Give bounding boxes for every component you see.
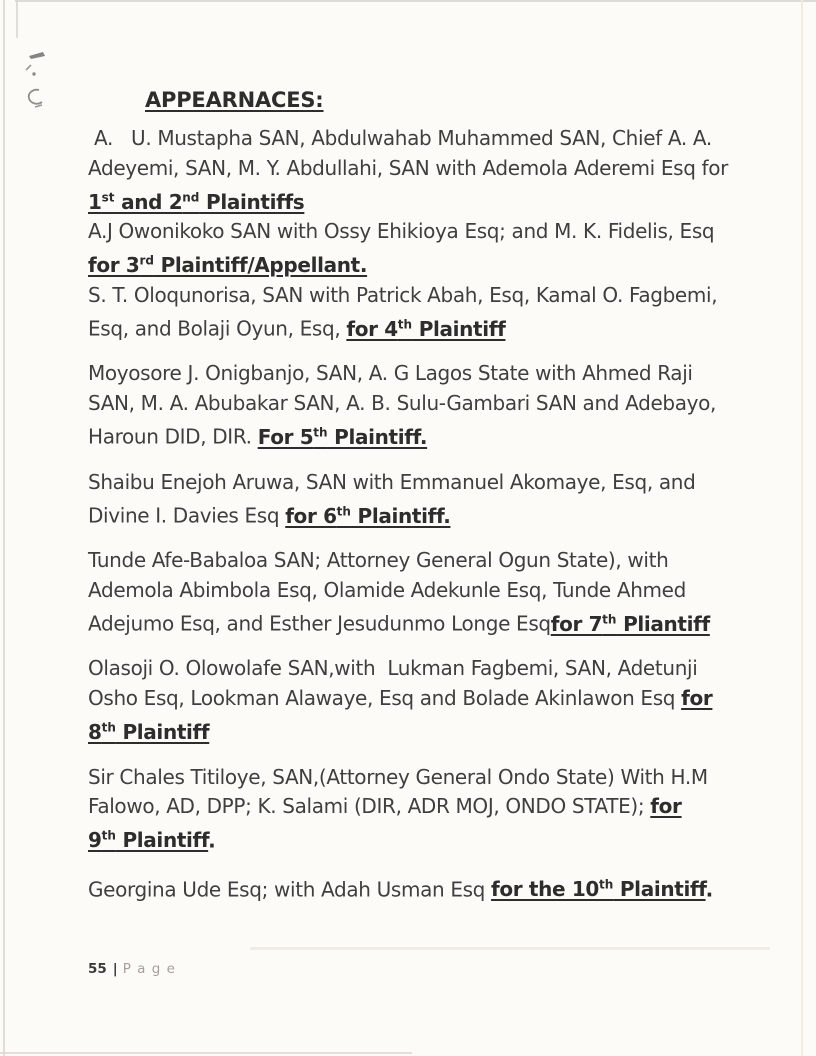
text-line: Georgina Ude Esq; with Adah Usman Esq for the 10th Plaintiff. xyxy=(88,877,713,902)
page-title: APPEARNACES: xyxy=(145,88,324,112)
entry-plaintiff-7 xyxy=(88,546,736,639)
entry-plaintiff-8 xyxy=(88,654,736,747)
text-line: S. T. Oloqunorisa, SAN with Patrick Abah, Esq, Kamal O. Fagbemi, xyxy=(88,282,718,307)
text-line: Tunde Afe-Babaloa SAN; Attorney General Ogun State), with xyxy=(88,548,669,573)
text-line: Shaibu Enejoh Aruwa, SAN with Emmanuel Akomaye, Esq, and xyxy=(88,469,696,494)
ink-marks xyxy=(22,48,54,110)
entry-plaintiff-5 xyxy=(88,359,736,452)
entry-plaintiff-9 xyxy=(88,763,736,856)
scan-edge-corner xyxy=(16,0,18,38)
text-line: 8th Plaintiff xyxy=(88,720,210,745)
scan-edge-left xyxy=(3,0,5,1056)
text-line: Esq, and Bolaji Oyun, Esq, for 4th Plaintiff xyxy=(88,316,506,341)
page-number: 55 xyxy=(88,961,107,977)
text-line: Ademola Abimbola Esq, Olamide Adekunle Esq, Tunde Ahmed xyxy=(88,577,686,602)
text-line: Adeyemi, SAN, M. Y. Abdullahi, SAN with Ademola Aderemi Esq for xyxy=(88,155,729,180)
document-body xyxy=(88,88,736,905)
entry-plaintiffs-1-2 xyxy=(88,124,736,217)
text-line: Moyosore J. Onigbanjo, SAN, A. G Lagos State with Ahmed Raji xyxy=(88,361,693,386)
scan-edge-bottom xyxy=(0,1052,412,1054)
entry-plaintiff-4 xyxy=(88,281,736,345)
page-footer xyxy=(88,961,176,977)
scan-streak xyxy=(250,947,770,950)
text-line: Falowo, AD, DPP; K. Salami (DIR, ADR MOJ, ONDO STATE); for xyxy=(88,794,682,819)
footer-divider: | xyxy=(112,961,118,977)
text-line: 1st and 2nd Plaintiffs xyxy=(88,189,305,214)
text-line: A. U. Mustapha SAN, Abdulwahab Muhammed SAN, Chief A. A. xyxy=(88,126,712,150)
appearances-list xyxy=(88,124,736,905)
text-line: for 3rd Plaintiff/Appellant. xyxy=(88,253,368,278)
text-line: SAN, M. A. Abubakar SAN, A. B. Sulu-Gambari SAN and Adebayo, xyxy=(88,390,717,415)
text-line: Sir Chales Titiloye, SAN,(Attorney General Ondo State) With H.M xyxy=(88,764,708,789)
text-line: Divine I. Davies Esq for 6th Plaintiff. xyxy=(88,503,451,528)
footer-label: P a g e xyxy=(122,961,176,977)
text-line: A.J Owonikoko SAN with Ossy Ehikioya Esq; and M. K. Fidelis, Esq xyxy=(88,219,715,244)
text-line: 9th Plaintiff. xyxy=(88,828,216,853)
text-line: Adejumo Esq, and Esther Jesudunmo Longe Esqfor 7th Pliantiff xyxy=(88,611,710,636)
scan-edge-right xyxy=(801,0,803,1056)
text-line: Osho Esq, Lookman Alawaye, Esq and Bolade Akinlawon Esq for xyxy=(88,685,713,710)
entry-plaintiff-3 xyxy=(88,217,736,281)
text-line: Olasoji O. Olowolafe SAN,with Lukman Fagbemi, SAN, Adetunji xyxy=(88,656,698,681)
entry-plaintiff-6 xyxy=(88,468,736,532)
text-line: Haroun DID, DIR. For 5th Plaintiff. xyxy=(88,425,428,450)
scan-edge-top xyxy=(15,0,816,2)
entry-plaintiff-10 xyxy=(88,871,736,905)
